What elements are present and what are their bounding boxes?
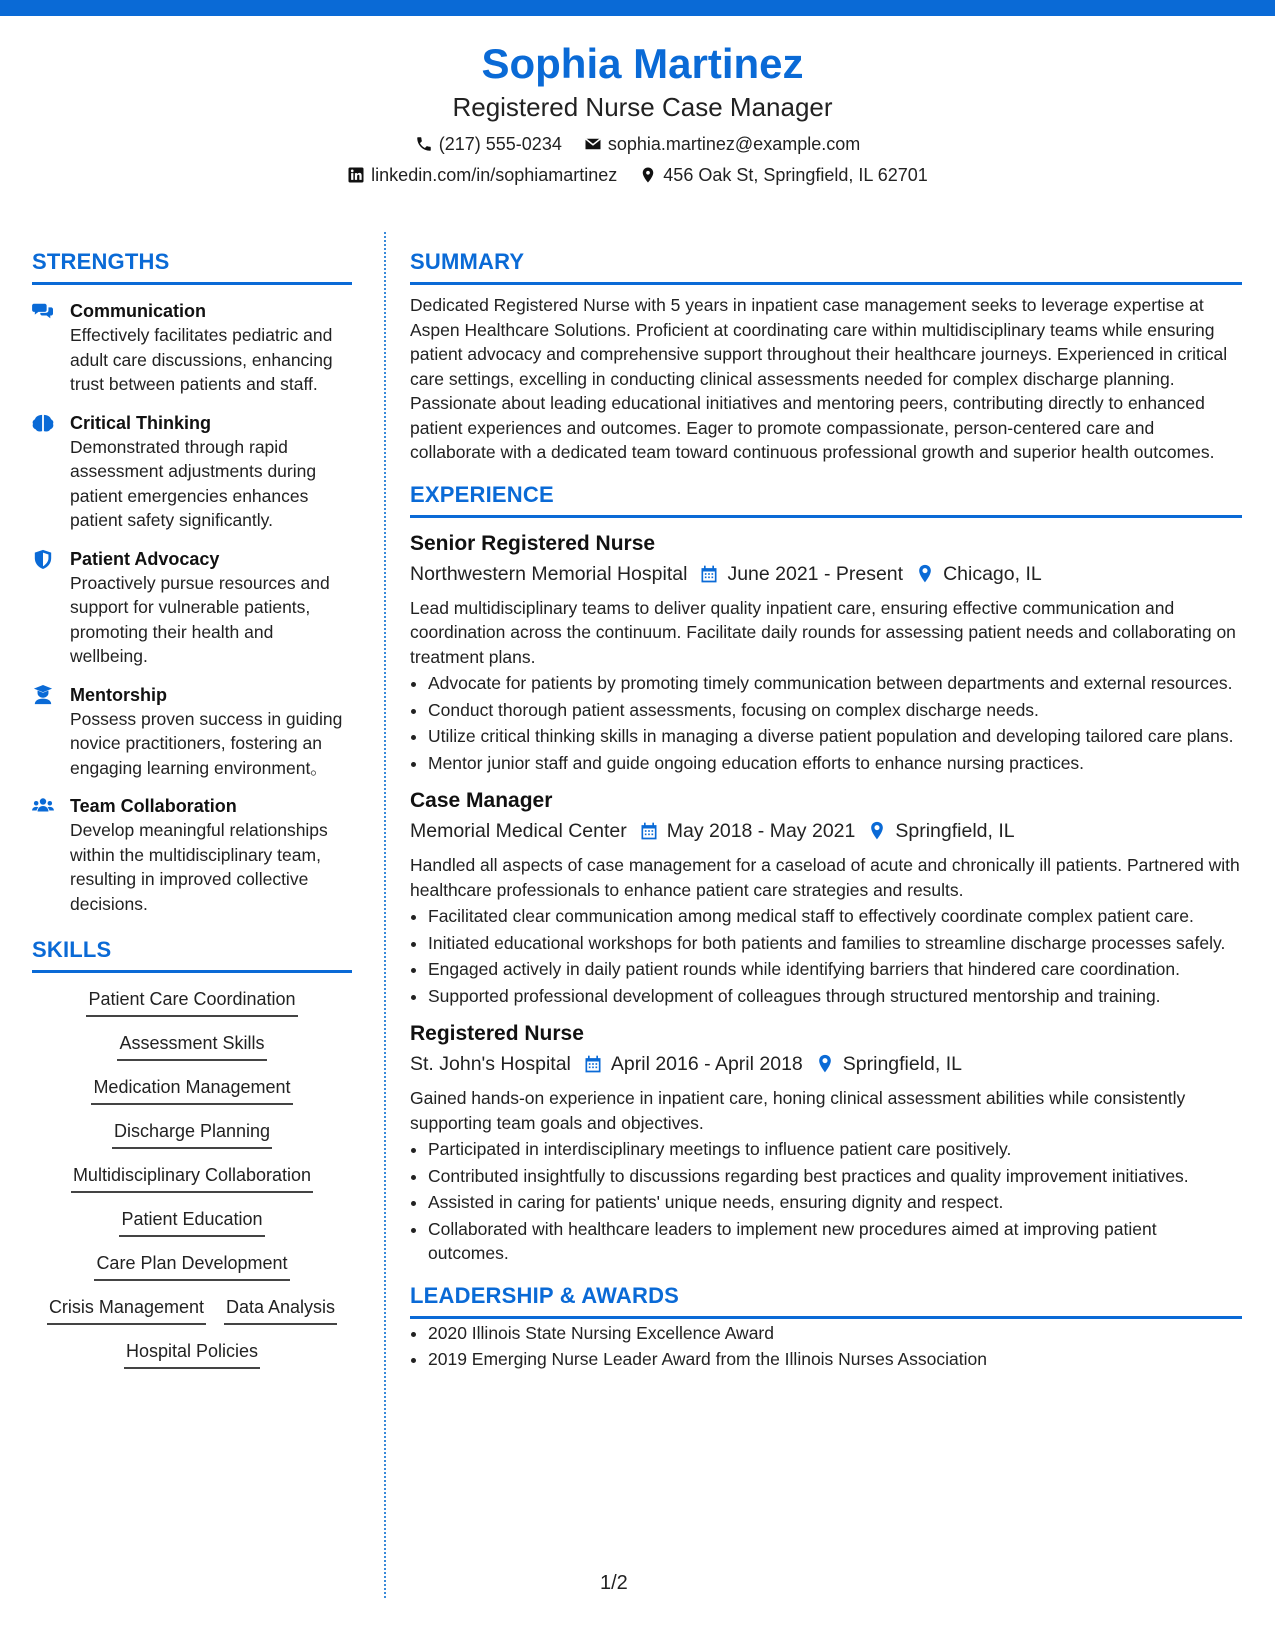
email-text: sophia.martinez@example.com — [607, 134, 861, 154]
job-bullet: • Utilize critical thinking skills in managing a diverse patient population and developing tailored care plans. — [428, 724, 1242, 749]
linkedin-text: linkedin.com/in/sophiamartinez — [371, 165, 618, 185]
job-bullet: • Contributed insightfully to discussions regarding best practices and quality improvement initiatives. — [428, 1164, 1242, 1189]
contact-row-1 — [0, 132, 1275, 156]
summary-text: Dedicated Registered Nurse with 5 years in inpatient case management seeks to leverage expertise at Aspen Healthcare Solutions. Proficient at coordinating care within multidisciplinary teams while ensuring patient advocacy and comprehensive support throughout their healthcare journeys. Experienced in critical care settings, excelling in conducting clinical assessments needed for complex discharge planning. Passionate about leading educational initiatives and mentoring peers, contributing directly to enhanced patient experiences and outcomes. Eager to promote compassionate, person-centered care and collaborate with a dedicated team toward continuous professional growth and superior health outcomes. — [410, 295, 1228, 462]
candidate-title: Registered Nurse Case Manager — [452, 92, 833, 122]
linkedin-contact[interactable] — [347, 163, 617, 187]
job-bullet: • Engaged actively in daily patient rounds while identifying barriers that hindered care coordination. — [428, 957, 1242, 982]
job-meta — [410, 817, 1242, 845]
job-bullets — [410, 904, 1242, 1008]
job-bullet: • Advocate for patients by promoting timely communication between departments and external resources. — [428, 671, 1242, 696]
job-bullets — [410, 671, 1242, 775]
location-pin-icon — [915, 564, 935, 584]
experience-heading: EXPERIENCE — [410, 481, 554, 507]
skill-tag: Multidisciplinary Collaboration — [71, 1163, 313, 1193]
phone-contact — [415, 132, 562, 156]
award-item: • 2019 Emerging Nurse Leader Award from the Illinois Nurses Association — [428, 1347, 1242, 1372]
address-text: 456 Oak St, Springfield, IL 62701 — [663, 165, 928, 185]
skills-heading: SKILLS — [32, 937, 112, 962]
strength-title: Communication — [70, 301, 207, 321]
calendar-icon — [639, 821, 659, 841]
skill-tag: Care Plan Development — [94, 1251, 289, 1281]
strengths-heading: STRENGTHS — [32, 249, 170, 274]
calendar-icon — [699, 564, 719, 584]
location-pin-icon — [815, 1054, 835, 1074]
job-bullet: • Mentor junior staff and guide ongoing education efforts to enhance nursing practices. — [428, 751, 1242, 776]
job-location: Chicago, IL — [943, 562, 1042, 585]
skill-tag: Assessment Skills — [117, 1031, 266, 1061]
job-entry — [410, 787, 1242, 1008]
job-entry — [410, 530, 1242, 776]
skill-tag: Crisis Management — [47, 1295, 206, 1325]
job-meta — [410, 560, 1242, 588]
job-description: Lead multidisciplinary teams to deliver quality inpatient care, ensuring effective communication and coordination across the continuum. Facilitate daily rounds for assessing patient needs and collaborating on treatment plans. — [410, 597, 1236, 667]
job-bullet: • Assisted in caring for patients' unique needs, ensuring dignity and respect. — [428, 1190, 1242, 1215]
experience-rule — [410, 515, 1242, 518]
skills-list — [32, 987, 352, 1369]
job-bullet: • Collaborated with healthcare leaders to implement new procedures aimed at improving patient outcomes. — [428, 1217, 1242, 1266]
location-pin-icon — [867, 821, 887, 841]
candidate-name: Sophia Martinez — [481, 40, 804, 87]
linkedin-icon — [347, 166, 365, 184]
awards-list — [410, 1321, 1242, 1372]
strength-desc: Develop meaningful relationships within the multidisciplinary team, resulting in improved collective decisions. — [70, 820, 328, 914]
top-accent-bar — [0, 0, 1275, 16]
summary-heading: SUMMARY — [410, 249, 525, 274]
address-contact — [639, 163, 928, 187]
award-item: • 2020 Illinois State Nursing Excellence Award — [428, 1321, 1242, 1346]
column-divider — [384, 232, 386, 1598]
location-pin-icon — [639, 166, 657, 184]
job-org: Northwestern Memorial Hospital — [410, 562, 688, 585]
calendar-icon — [583, 1054, 603, 1074]
job-org: Memorial Medical Center — [410, 820, 627, 842]
job-meta — [410, 1050, 1242, 1078]
strength-item — [32, 299, 352, 397]
strength-item — [32, 547, 352, 669]
strength-title: Patient Advocacy — [70, 548, 220, 569]
skills-rule — [32, 970, 352, 973]
job-bullet: • Facilitated clear communication among medical staff to effectively coordinate complex patient care. — [428, 904, 1242, 929]
awards-rule — [410, 1316, 1242, 1319]
job-description: Gained hands-on experience in inpatient care, honing clinical assessment abilities while consistently supporting team goals and objectives. — [410, 1088, 1186, 1133]
awards-heading: LEADERSHIP & AWARDS — [410, 1282, 680, 1308]
job-bullets — [410, 1137, 1242, 1266]
strength-item — [32, 411, 352, 533]
shield-icon — [32, 549, 54, 569]
job-dates: April 2016 - April 2018 — [610, 1053, 803, 1075]
graduate-icon — [32, 685, 54, 705]
strength-title: Mentorship — [70, 684, 167, 705]
job-title: Registered Nurse — [410, 1022, 584, 1045]
strength-title: Team Collaboration — [70, 796, 237, 816]
job-bullet: • Supported professional development of colleagues through structured mentorship and training. — [428, 984, 1242, 1009]
skill-tag: Discharge Planning — [112, 1119, 272, 1149]
phone-icon — [415, 135, 433, 153]
strength-desc: Effectively facilitates pediatric and adult care discussions, enhancing trust between patients and staff. — [70, 325, 333, 394]
right-column — [410, 248, 1242, 1372]
strength-item — [32, 794, 352, 916]
chat-bubbles-icon — [32, 301, 54, 321]
skill-tag: Patient Education — [119, 1207, 264, 1237]
strength-desc: Demonstrated through rapid assessment adjustments during patient emergencies enhances patient safety significantly. — [70, 436, 317, 530]
job-bullet: • Participated in interdisciplinary meetings to influence patient care positively. — [428, 1137, 1242, 1162]
users-icon — [32, 796, 54, 816]
job-description: Handled all aspects of case management for a caseload of acute and chronically ill patients. Partnered with healthcare professionals to enhance patient care strategies and results. — [410, 855, 1240, 900]
job-bullet: • Initiated educational workshops for both patients and families to streamline discharge processes safely. — [428, 931, 1242, 956]
job-title: Senior Registered Nurse — [410, 531, 656, 555]
summary-rule — [410, 282, 1242, 285]
job-bullet: • Conduct thorough patient assessments, focusing on complex discharge needs. — [428, 698, 1242, 723]
contact-row-2 — [0, 163, 1275, 187]
strength-desc: Possess proven success in guiding novice practitioners, fostering an engaging learning environment。 — [70, 708, 343, 778]
job-dates: June 2021 - Present — [727, 562, 904, 585]
skill-tag: Patient Care Coordination — [86, 987, 297, 1017]
skill-tag: Medication Management — [91, 1075, 292, 1105]
job-location: Springfield, IL — [842, 1053, 963, 1075]
skill-tag: Hospital Policies — [124, 1339, 260, 1369]
phone-text: (217) 555-0234 — [438, 134, 562, 154]
resume-header — [0, 40, 1275, 187]
strength-title: Critical Thinking — [70, 412, 212, 433]
strengths-rule — [32, 282, 352, 285]
strength-desc: Proactively pursue resources and support for vulnerable patients, promoting their health and wellbeing. — [70, 572, 330, 666]
page-number: 1/2 — [600, 1572, 628, 1594]
strength-item — [32, 683, 352, 781]
email-contact[interactable] — [584, 132, 860, 156]
job-dates: May 2018 - May 2021 — [666, 820, 856, 842]
job-title: Case Manager — [410, 789, 553, 812]
brain-icon — [32, 413, 54, 433]
skill-tag: Data Analysis — [224, 1295, 337, 1325]
left-column — [32, 248, 352, 1383]
job-org: St. John's Hospital — [410, 1053, 571, 1075]
envelope-icon — [584, 135, 602, 153]
job-location: Springfield, IL — [895, 820, 1015, 842]
job-entry — [410, 1020, 1242, 1266]
